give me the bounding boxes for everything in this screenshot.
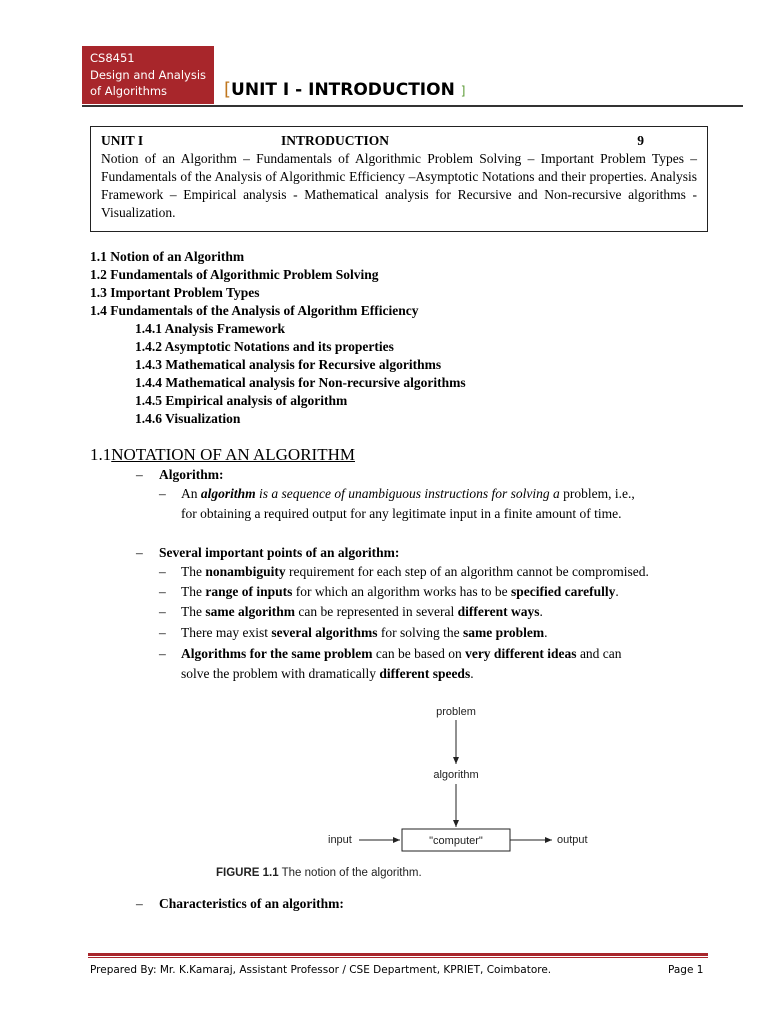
- figure-caption-number: FIGURE 1.1: [216, 867, 279, 879]
- unit-title: UNIT I - INTRODUCTION: [231, 80, 455, 100]
- text: .: [544, 625, 548, 640]
- course-label-box: [82, 46, 214, 104]
- def-an: An: [181, 486, 198, 501]
- emphasis: range of inputs: [205, 584, 293, 599]
- text: .: [615, 584, 619, 599]
- emphasis: several algorithms: [271, 625, 378, 640]
- toc-subitem: 1.4.4 Mathematical analysis for Non-recursive algorithms: [135, 375, 466, 390]
- text: requirement for each step of an algorithm cannot be compromised.: [289, 564, 649, 579]
- def-rest: problem, i.e.,: [563, 486, 635, 501]
- toc-subitem: 1.4.6 Visualization: [135, 411, 241, 426]
- text: There may exist: [181, 625, 268, 640]
- bullet-dash: –: [159, 646, 166, 661]
- figure-output-label: output: [557, 834, 588, 846]
- text: The: [181, 564, 202, 579]
- toc-item: 1.3 Important Problem Types: [90, 285, 260, 300]
- toc-item: 1.1 Notion of an Algorithm: [90, 249, 245, 264]
- footer-divider: [88, 953, 708, 956]
- section-number: 1.1: [90, 445, 112, 464]
- syllabus-title: INTRODUCTION: [281, 133, 390, 148]
- emphasis: same algorithm: [205, 604, 295, 619]
- syllabus-hours: 9: [637, 133, 644, 148]
- open-bracket: [: [224, 79, 232, 100]
- point-item: [181, 604, 543, 620]
- syllabus-unit: UNIT I: [101, 133, 144, 148]
- bullet-dash: –: [136, 896, 143, 911]
- figure-caption-text: The notion of the algorithm.: [281, 867, 422, 879]
- figure-problem-label: problem: [436, 706, 476, 718]
- points-heading: Several important points of an algorithm:: [159, 545, 400, 560]
- close-bracket: ]: [460, 84, 466, 98]
- emphasis: different speeds: [379, 666, 471, 681]
- text: can be represented in several: [298, 604, 455, 619]
- section-heading: NOTATION OF AN ALGORITHM: [111, 445, 355, 464]
- emphasis: nonambiguity: [205, 564, 286, 579]
- text: .: [539, 604, 543, 619]
- toc-subitem: 1.4.1 Analysis Framework: [135, 321, 285, 336]
- figure-computer-label: "computer": [429, 835, 483, 847]
- emphasis: different ways: [457, 604, 540, 619]
- bullet-dash: –: [136, 545, 143, 560]
- table-of-contents: [90, 248, 466, 428]
- footer-divider-thin: [88, 957, 708, 958]
- point-item: [181, 646, 622, 662]
- footer-prepared-by: Prepared By: Mr. K.Kamaraj, Assistant Professor / CSE Department, KPRIET, Coimbatore.: [90, 964, 552, 976]
- figure-algorithm-label: algorithm: [433, 769, 479, 781]
- algorithm-notion-figure: [316, 700, 606, 890]
- figure-caption: [216, 867, 422, 879]
- emphasis: specified carefully: [510, 584, 616, 599]
- point-item: [181, 584, 619, 600]
- algorithm-definition: [181, 486, 635, 502]
- toc-item: 1.4 Fundamentals of the Analysis of Algorithm Efficiency: [90, 303, 419, 318]
- syllabus-description: Notion of an Algorithm – Fundamentals of Algorithmic Problem Solving – Important Problem Types – Fundamentals of the Analysis of Algorithmic Efficiency –Asymptotic Notations and their properties. Analysis Framework – Empirical analysis - Mathematical analysis for Recursive and Non-recursive algorithms - Visualization.: [101, 151, 697, 220]
- text: and can: [579, 646, 622, 661]
- page-number: Page 1: [668, 964, 704, 976]
- def-italic: is a sequence of unambiguous instructions for solving a: [259, 486, 560, 501]
- text: The: [181, 604, 202, 619]
- point-item: [181, 625, 547, 641]
- course-name-line2: of Algorithms: [90, 84, 168, 98]
- algorithm-heading: Algorithm:: [159, 467, 224, 482]
- toc-subitem: 1.4.3 Mathematical analysis for Recursive algorithms: [135, 357, 442, 372]
- bullet-dash: –: [159, 584, 166, 599]
- figure-input-label: input: [328, 834, 352, 846]
- point-item: [181, 564, 649, 580]
- def-algorithm-term: algorithm: [200, 486, 256, 501]
- toc-item: 1.2 Fundamentals of Algorithmic Problem Solving: [90, 267, 379, 282]
- section-title: [90, 445, 355, 465]
- text: for which an algorithm works has to be: [295, 584, 508, 599]
- bullet-dash: –: [159, 486, 166, 501]
- header-divider: [82, 105, 743, 107]
- bullet-dash: –: [136, 467, 143, 482]
- course-name-line1: Design and Analysis: [90, 67, 207, 82]
- toc-subitem: 1.4.2 Asymptotic Notations and its properties: [135, 339, 394, 354]
- emphasis: same problem: [462, 625, 545, 640]
- text: can be based on: [375, 646, 462, 661]
- course-code: CS8451: [90, 51, 135, 65]
- emphasis: Algorithms for the same problem: [181, 646, 373, 661]
- point-item-line2: [181, 666, 474, 682]
- bullet-dash: –: [159, 604, 166, 619]
- unit-heading: [224, 79, 465, 100]
- bullet-dash: –: [159, 625, 166, 640]
- algorithm-definition-line2: for obtaining a required output for any legitimate input in a finite amount of time.: [181, 506, 622, 521]
- syllabus-box: [90, 126, 708, 232]
- text: solve the problem with dramatically: [181, 666, 376, 681]
- text: .: [470, 666, 474, 681]
- text: The: [181, 584, 202, 599]
- emphasis: very different ideas: [465, 646, 577, 661]
- text: for solving the: [380, 625, 460, 640]
- toc-subitem: 1.4.5 Empirical analysis of algorithm: [135, 393, 348, 408]
- characteristics-heading: Characteristics of an algorithm:: [159, 896, 344, 911]
- bullet-dash: –: [159, 564, 166, 579]
